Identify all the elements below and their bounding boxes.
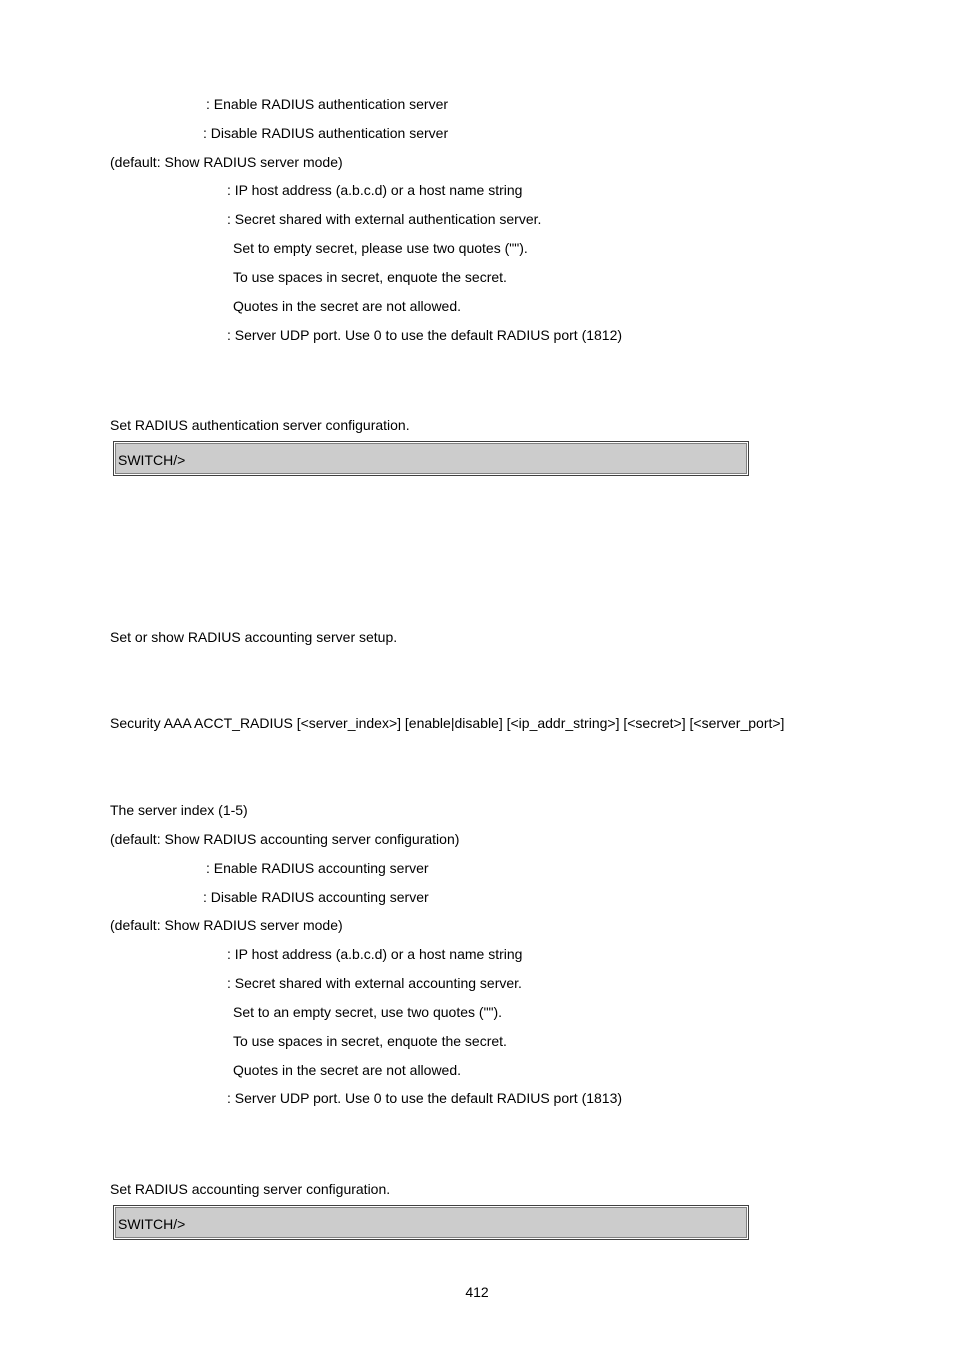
acct-secret-quotes-note: Quotes in the secret are not allowed.: [233, 1062, 462, 1078]
auth-example-prompt: SWITCH/>: [118, 452, 186, 468]
auth-secret-spaces-note: To use spaces in secret, enquote the secret.: [233, 269, 507, 285]
acct-secret-param: : Secret shared with external accounting server.: [227, 975, 522, 991]
auth-ip-addr-param: : IP host address (a.b.c.d) or a host name string: [227, 182, 523, 198]
acct-server-index-param: The server index (1-5): [110, 802, 248, 818]
auth-example-command-box: [113, 441, 749, 476]
auth-example-description: Set RADIUS authentication server configuration.: [110, 417, 410, 433]
acct-example-description: Set RADIUS accounting server configuration.: [110, 1181, 391, 1197]
auth-secret-quotes-note: Quotes in the secret are not allowed.: [233, 298, 462, 314]
auth-secret-empty-note: Set to empty secret, please use two quotes ("").: [233, 240, 528, 256]
acct-example-command-box: [113, 1205, 749, 1240]
acct-enable-param: : Enable RADIUS accounting server: [206, 860, 429, 876]
acct-description: Set or show RADIUS accounting server setup.: [110, 629, 398, 645]
page-number: 412: [465, 1284, 489, 1300]
auth-disable-param: : Disable RADIUS authentication server: [203, 125, 449, 141]
acct-ip-addr-param: : IP host address (a.b.c.d) or a host name string: [227, 946, 523, 962]
acct-disable-param: : Disable RADIUS accounting server: [203, 889, 429, 905]
acct-mode-default: (default: Show RADIUS server mode): [110, 917, 343, 933]
acct-port-param: : Server UDP port. Use 0 to use the default RADIUS port (1813): [227, 1090, 623, 1106]
acct-config-default: (default: Show RADIUS accounting server configuration): [110, 831, 460, 847]
auth-enable-param: : Enable RADIUS authentication server: [206, 96, 449, 112]
acct-secret-empty-note: Set to an empty secret, use two quotes ("").: [233, 1004, 503, 1020]
auth-mode-default: (default: Show RADIUS server mode): [110, 154, 343, 170]
auth-port-param: : Server UDP port. Use 0 to use the default RADIUS port (1812): [227, 327, 623, 343]
acct-secret-spaces-note: To use spaces in secret, enquote the secret.: [233, 1033, 507, 1049]
acct-syntax: Security AAA ACCT_RADIUS [<server_index>] [enable|disable] [<ip_addr_string>] [<secret>] [<server_port>]: [110, 715, 785, 731]
acct-example-prompt: SWITCH/>: [118, 1216, 186, 1232]
auth-secret-param: : Secret shared with external authentication server.: [227, 211, 542, 227]
